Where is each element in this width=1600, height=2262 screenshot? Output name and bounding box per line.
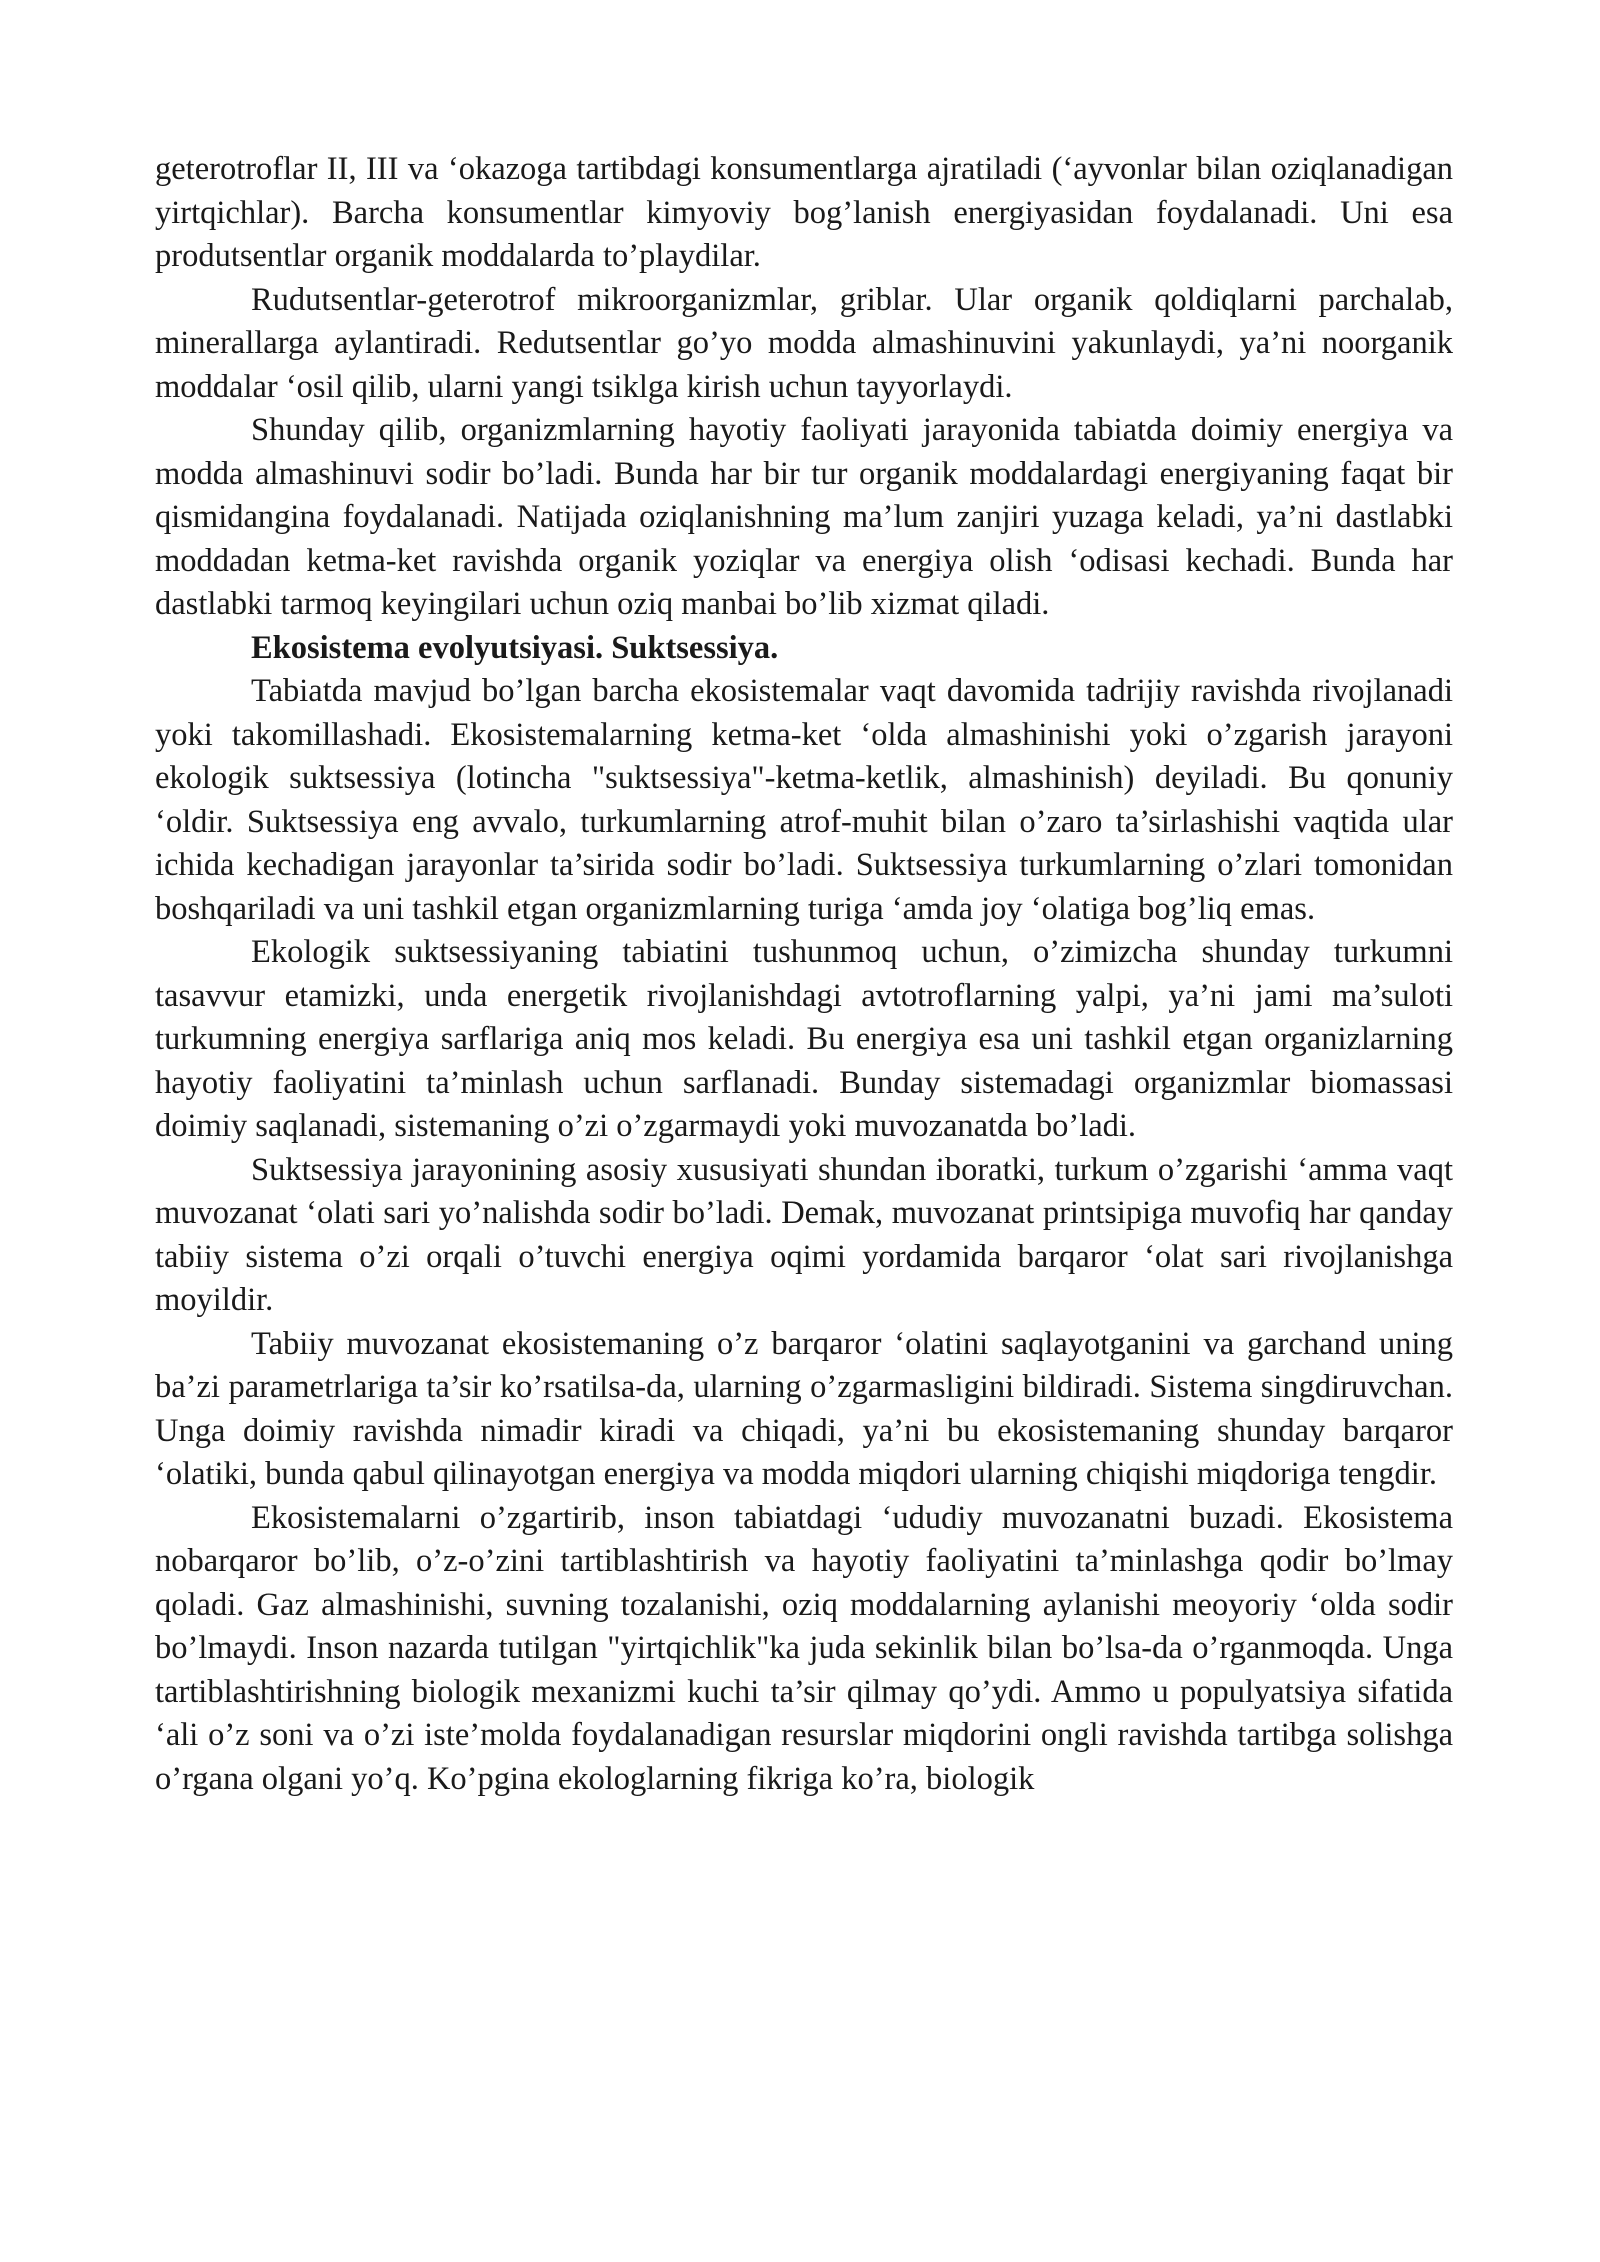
paragraph-8: Ekosistemalarni o’zgartirib, inson tabiatdagi ‘ududiy muvozanatni buzadi. Ekosistema nobarqaror bo’lib, o’z-o’zini tartiblashtirish va hayotiy faoliyatini ta’minlashga qodir bo’lmay qoladi. Gaz almashinishi, suvning tozalanishi, oziq moddalarning aylanishi meoyoriy ‘olda sodir bo’lmaydi. Inson nazarda tutilgan "yirtqichlik"ka juda sekinlik bilan bo’lsa-da o’rganmoqda. Unga tartiblashtirishning biologik mexanizmi kuchi ta’sir qilmay qo’ydi. Ammo u populyatsiya sifatida ‘ali o’z soni va o’zi iste’molda foydalanadigan resurslar miqdorini ongli ravishda tartibga solishga o’rgana olgani yo’q. Ko’pgina ekologlarning fikriga ko’ra, biologik [155,1499,1453,1797]
paragraph-3: Shunday qilib, organizmlarning hayotiy faoliyati jarayonida tabiatda doimiy energiya va modda almashinuvi sodir bo’ladi. Bunda har bir tur organik moddalardagi energiyaning faqat bir qismidangina foydalanadi. Natijada oziqlanishning ma’lum zanjiri yuzaga keladi, ya’ni dastlabki moddadan ketma-ket ravishda organik yoziqlar va energiya olish ‘odisasi kechadi. Bunda har dastlabki tarmoq keyingilari uchun oziq manbai bo’lib xizmat qiladi. [155,412,1453,622]
paragraph-5: Ekologik suktsessiyaning tabiatini tushunmoq uchun, o’zimizcha shunday turkumni tasavvur etamizki, unda energetik rivojlanishdagi avtotroflarning yalpi, ya’ni jami ma’suloti turkumning energiya sarflariga aniq mos keladi. Bu energiya esa uni tashkil etgan organizlarning hayotiy faoliyatini ta’minlash uchun sarflanadi. Bunday sistemadagi organizmlar biomassasi doimiy saqlanadi, sistemaning o’zi o’zgarmaydi yoki muvozanatda bo’ladi. [155,934,1453,1144]
paragraph-4: Tabiatda mavjud bo’lgan barcha ekosistemalar vaqt davomida tadrijiy ravishda rivojlanadi yoki takomillashadi. Ekosistemalarning ketma-ket ‘olda almashinishi yoki o’zgarish jarayoni ekologik suktsessiya (lotincha "suktsessiya"-ketma-ketlik, almashinish) deyiladi. Bu qonuniy ‘oldir. Suktsessiya eng avvalo, turkumlarning atrof-muhit bilan o’zaro ta’sirlashishi vaqtida ular ichida kechadigan jarayonlar ta’sirida sodir bo’ladi. Suktsessiya turkumlarning o’zlari tomonidan boshqariladi va uni tashkil etgan organizmlarning turiga ‘amda joy ‘olatiga bog’liq emas. [155,673,1453,927]
paragraph-2: Rudutsentlar-geterotrof mikroorganizmlar, griblar. Ular organik qoldiqlarni parchalab, minerallarga aylantiradi. Redutsentlar go’yo modda almashinuvini yakunlaydi, ya’ni noorganik moddalar ‘osil qilib, ularni yangi tsiklga kirish uchun tayyorlaydi. [155,281,1453,405]
document-page [155,148,1453,1801]
paragraph-6: Suktsessiya jarayonining asosiy xususiyati shundan iboratki, turkum o’zgarishi ‘amma vaqt muvozanat ‘olati sari yo’nalishda sodir bo’ladi. Demak, muvozanat printsipiga muvofiq har qanday tabiiy sistema o’zi orqali o’tuvchi energiya oqimi yordamida barqaror ‘olat sari rivojlanishga moyildir. [155,1151,1453,1318]
section-heading: Ekosistema evolyutsiyasi. Suktsessiya. [251,629,779,666]
paragraph-7: Tabiiy muvozanat ekosistemaning o’z barqaror ‘olatini saqlayotganini va garchand uning ba’zi parametrlariga ta’sir ko’rsatilsa-da, ularning o’zgarmasligini bildiradi. Sistema singdiruvchan. Unga doimiy ravishda nimadir kiradi va chiqadi, ya’ni bu ekosistemaning shunday barqaror ‘olatiki, bunda qabul qilinayotgan energiya va modda miqdori ularning chiqishi miqdoriga tengdir. [155,1325,1453,1492]
paragraph-1: geterotroflar II, III va ‘okazoga tartibdagi konsumentlarga ajratiladi (‘ayvonlar bilan oziqlanadigan yirtqichlar). Barcha konsumentlar kimyoviy bog’lanish energiyasidan foydalanadi. Uni esa produtsentlar organik moddalarda to’playdilar. [155,151,1453,274]
